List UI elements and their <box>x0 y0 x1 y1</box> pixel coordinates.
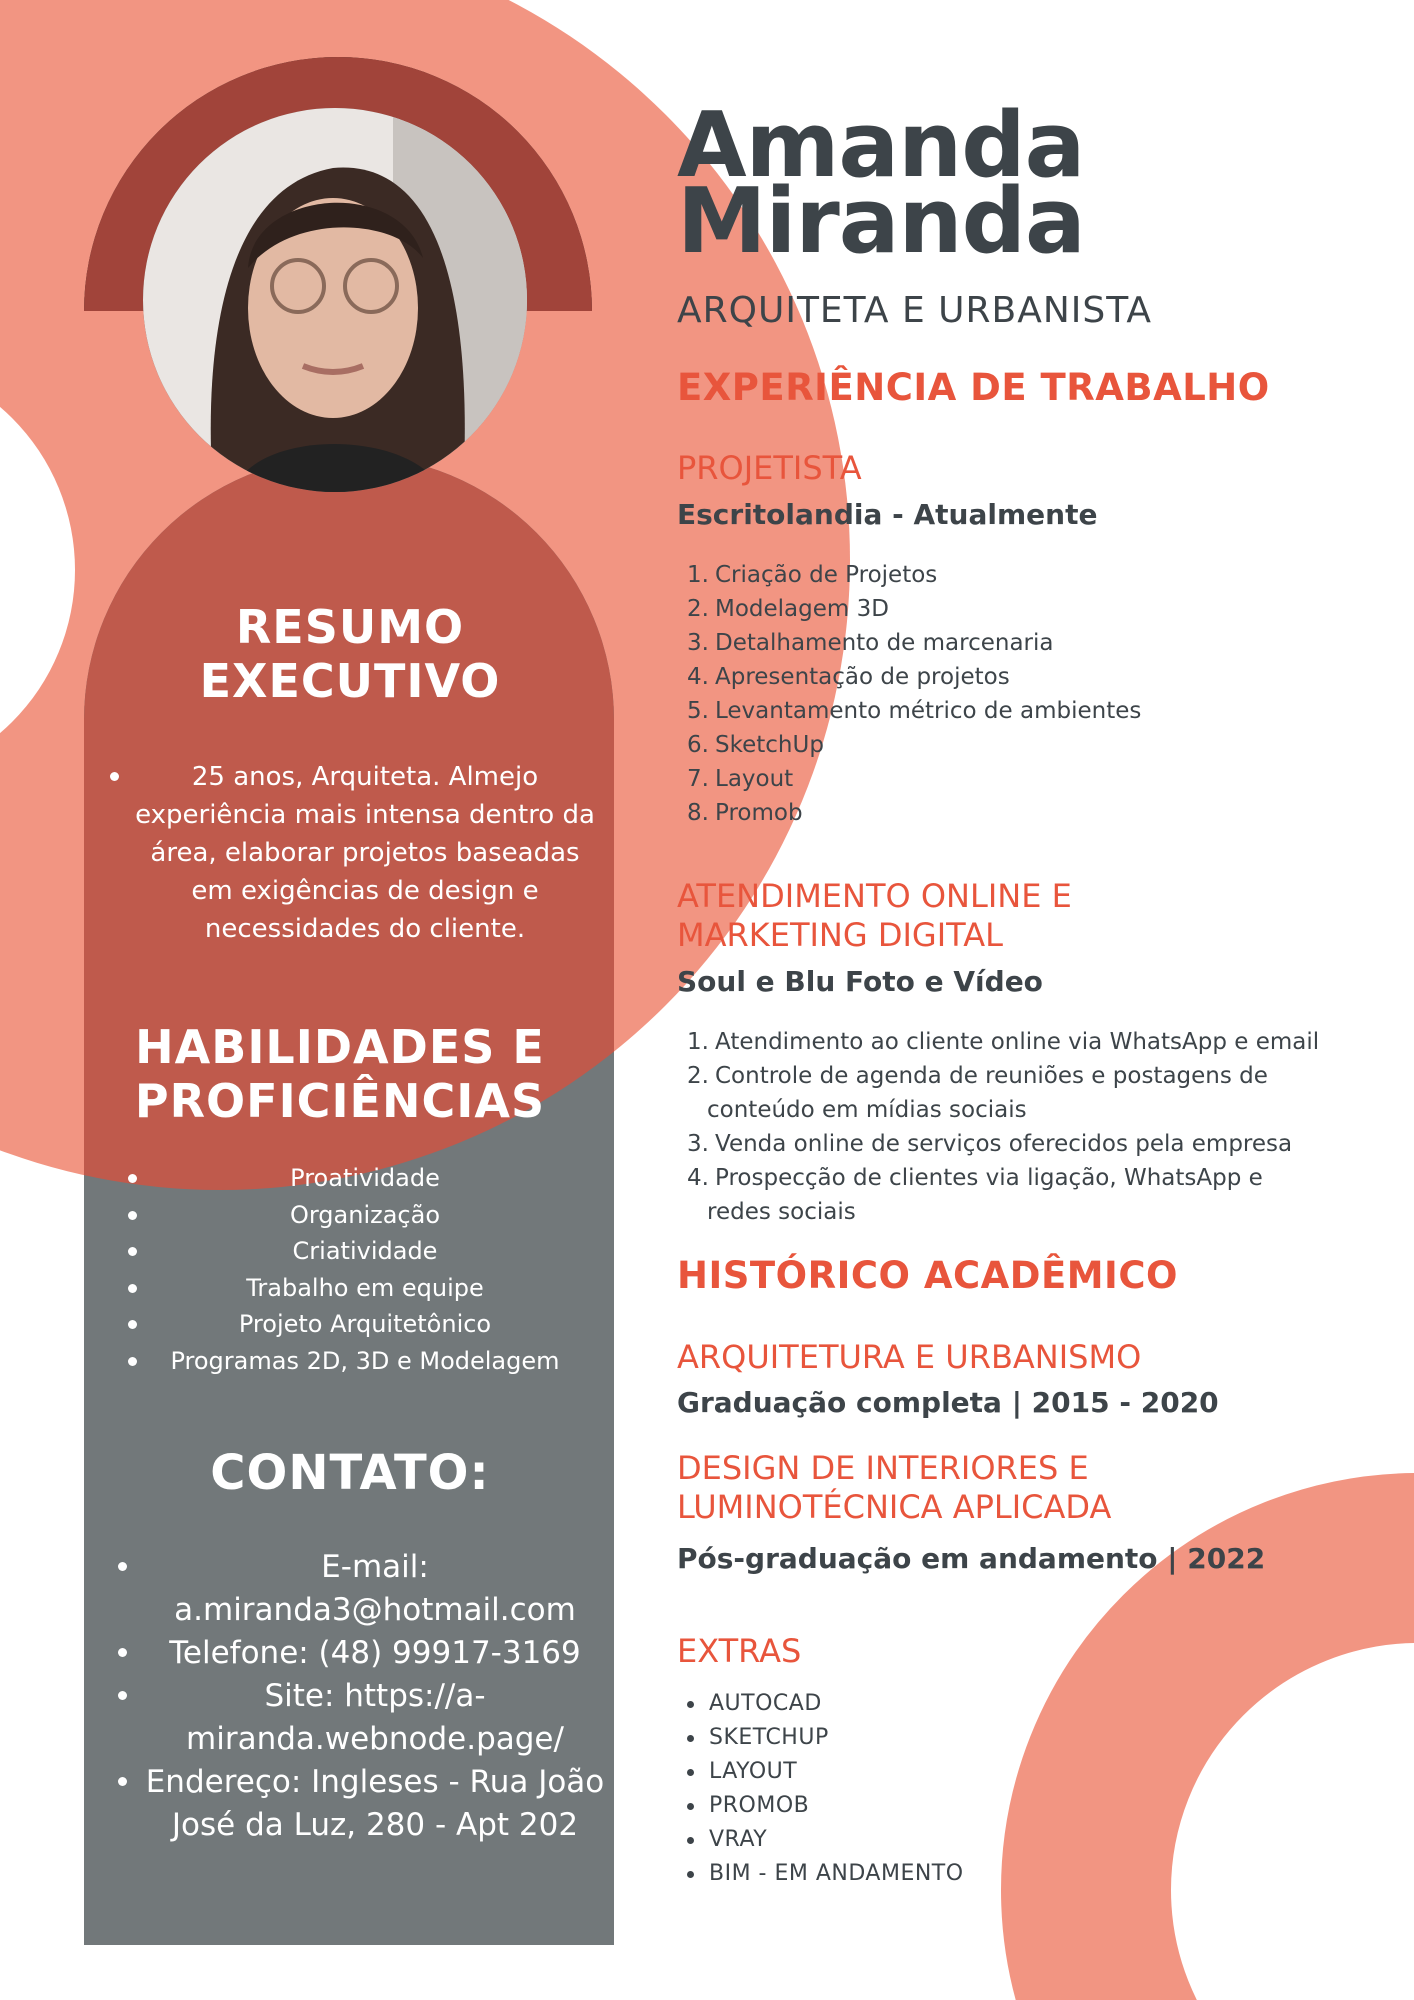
skill-item: Programas 2D, 3D e Modelagem <box>120 1343 590 1380</box>
job-role: ATENDIMENTO ONLINE E MARKETING DIGITAL <box>677 877 1072 954</box>
list-item: BIM - EM ANDAMENTO <box>677 1857 964 1891</box>
skill-item: Criatividade <box>120 1233 590 1270</box>
list-item: VRAY <box>677 1823 964 1857</box>
skills-section-title <box>110 1020 570 1128</box>
list-item: 2. Controle de agenda de reuniões e postagens de conteúdo em mídias sociais <box>687 1063 1268 1123</box>
summary-list <box>110 758 610 948</box>
course-title: ARQUITETURA E URBANISMO <box>677 1338 1142 1376</box>
course-title: DESIGN DE INTERIORES E LUMINOTÉCNICA APLICADA <box>677 1449 1112 1526</box>
contact-section-title <box>110 1446 590 1500</box>
job-company: Escritolandia - Atualmente <box>677 498 1098 531</box>
skill-item: Projeto Arquitetônico <box>120 1306 590 1343</box>
list-item: 1. Criação de Projetos <box>687 562 938 588</box>
contact-email[interactable]: E-mail: a.miranda3@hotmail.com <box>110 1546 610 1632</box>
skills-title-line2: PROFICIÊNCIAS <box>134 1074 546 1128</box>
skill-item: Trabalho em equipe <box>120 1270 590 1307</box>
job-company: Soul e Blu Foto e Vídeo <box>677 965 1043 998</box>
summary-section-title <box>120 600 580 708</box>
list-item: 6. SketchUp <box>687 732 824 758</box>
extras-section-title: EXTRAS <box>677 1632 802 1670</box>
list-item: 4. Prospecção de clientes via ligação, WhatsApp e redes sociais <box>687 1165 1263 1225</box>
experience-section-title: EXPERIÊNCIA DE TRABALHO <box>677 366 1270 409</box>
first-name: Amanda <box>677 93 1085 198</box>
course-detail: Graduação completa | 2015 - 2020 <box>677 1386 1219 1419</box>
summary-item: 25 anos, Arquiteta. Almejo experiência mais intensa dentro da área, elaborar projetos baseadas em exigências de design e necessidades do cliente. <box>110 758 610 948</box>
contact-address: Endereço: Ingleses - Rua João José da Luz, 280 - Apt 202 <box>110 1761 610 1847</box>
bottom-ring-shape <box>1086 1558 1414 2000</box>
list-item: 5. Levantamento métrico de ambientes <box>687 698 1142 724</box>
list-item: 1. Atendimento ao cliente online via WhatsApp e email <box>687 1029 1320 1055</box>
extras-list <box>677 1687 964 1891</box>
job-tasks-list <box>677 558 1141 830</box>
job-role: PROJETISTA <box>677 449 862 487</box>
last-name: Miranda <box>677 169 1085 274</box>
contact-phone[interactable]: Telefone: (48) 99917-3169 <box>110 1632 610 1675</box>
list-item: LAYOUT <box>677 1755 964 1789</box>
list-item: PROMOB <box>677 1789 964 1823</box>
list-item: 3. Detalhamento de marcenaria <box>687 630 1054 656</box>
skill-item: Organização <box>120 1197 590 1234</box>
person-role: ARQUITETA E URBANISTA <box>677 290 1153 331</box>
list-item: 7. Layout <box>687 766 794 792</box>
contact-site[interactable]: Site: https://a-miranda.webnode.page/ <box>110 1675 610 1761</box>
contact-list <box>110 1546 610 1847</box>
course-detail: Pós-graduação em andamento | 2022 <box>677 1542 1266 1575</box>
list-item: AUTOCAD <box>677 1687 964 1721</box>
list-item: 8. Promob <box>687 800 803 826</box>
academic-section-title: HISTÓRICO ACADÊMICO <box>677 1254 1178 1297</box>
skills-title-line1: HABILIDADES E <box>135 1020 545 1074</box>
person-name <box>677 93 1085 274</box>
list-item: SKETCHUP <box>677 1721 964 1755</box>
contact-title-text: CONTATO: <box>210 1445 490 1501</box>
skills-list <box>120 1160 590 1379</box>
profile-photo <box>143 108 527 492</box>
skill-item: Proatividade <box>120 1160 590 1197</box>
summary-title-line2: EXECUTIVO <box>199 654 501 708</box>
list-item: 2. Modelagem 3D <box>687 596 889 622</box>
list-item: 4. Apresentação de projetos <box>687 664 1010 690</box>
job-tasks-list <box>677 1025 1319 1229</box>
list-item: 3. Venda online de serviços oferecidos pela empresa <box>687 1131 1293 1157</box>
summary-title-line1: RESUMO <box>235 600 465 654</box>
